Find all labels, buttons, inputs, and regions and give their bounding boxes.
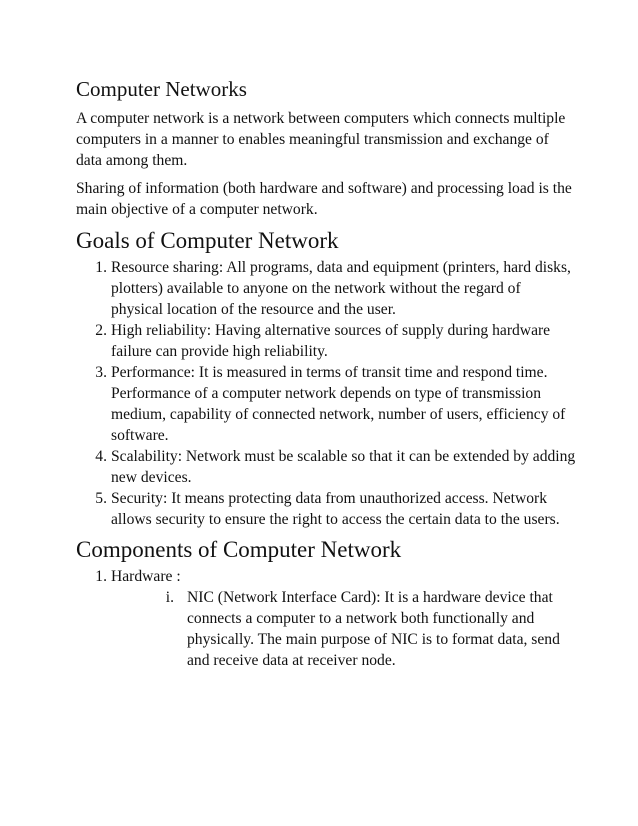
list-item-text: Hardware : [111, 568, 181, 585]
list-number: 2. [95, 322, 107, 339]
list-number: 1. [95, 259, 107, 276]
list-item-text: Resource sharing: All programs, data and equipment (printers, hard disks, plotters) available to anyone on the network without the regard of physical location of the resource and the user. [111, 259, 571, 318]
list-item [76, 257, 576, 320]
sublist-item [76, 587, 576, 671]
list-number: 3. [95, 364, 107, 381]
list-number: 5. [95, 490, 107, 507]
list-item-text: Performance: It is measured in terms of transit time and respond time. Performance of a computer network depends on type of transmission medium, capability of connected network, number of users, efficiency of software. [111, 364, 566, 444]
sublist-item-text: NIC (Network Interface Card): It is a hardware device that connects a computer to a network both functionally and physically. The main purpose of NIC is to format data, send and receive data at receiver node. [187, 589, 560, 669]
hardware-sublist [76, 587, 576, 671]
section-title-computer-networks: Computer Networks [76, 77, 247, 101]
list-item [76, 566, 576, 587]
list-number: 1. [95, 568, 107, 585]
list-item-text: Security: It means protecting data from unauthorized access. Network allows security to ensure the right to access the certain data to the users. [111, 490, 560, 528]
sublist-number: i. [165, 589, 174, 606]
intro-paragraph: A computer network is a network between computers which connects multiple computers in a manner to enables meaningful transmission and exchange of data among them. [76, 110, 566, 169]
document-page [76, 76, 576, 671]
goals-list [76, 257, 576, 530]
section-title-goals: Goals of Computer Network [76, 228, 339, 253]
list-item-text: Scalability: Network must be scalable so that it can be extended by adding new devices. [111, 448, 576, 486]
list-item [76, 446, 576, 488]
list-number: 4. [95, 448, 107, 465]
objective-paragraph: Sharing of information (both hardware and software) and processing load is the main objective of a computer network. [76, 180, 572, 218]
list-item [76, 320, 576, 362]
list-item [76, 488, 576, 530]
list-item [76, 362, 576, 446]
components-list [76, 566, 576, 587]
section-title-components: Components of Computer Network [76, 537, 402, 562]
list-item-text: High reliability: Having alternative sources of supply during hardware failure can provide high reliability. [111, 322, 551, 360]
